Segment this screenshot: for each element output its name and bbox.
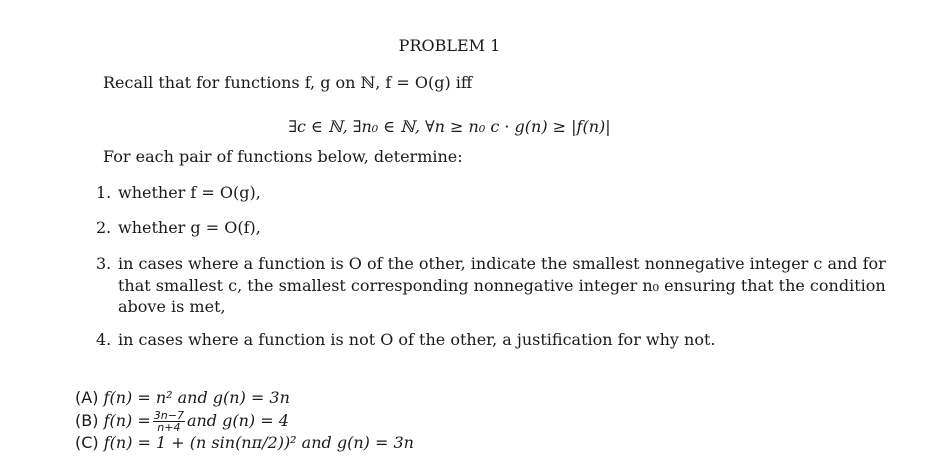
problem-functions: f(n) = n² and g(n) = 3n [103,388,290,407]
list-text: whether g = O(f), [118,218,261,237]
list-item [96,330,716,350]
list-text-line: in cases where a function is O of the other, indicate the smallest nonnegative integer c and for [118,254,886,273]
problem-suffix: and g(n) = 4 [186,411,289,430]
fraction [153,410,185,433]
list-text [118,253,886,318]
problem-title: PROBLEM 1 [398,36,501,55]
problem-label: (A) [75,388,99,407]
fraction-denominator: n+4 [157,421,181,434]
fraction-numerator: 3n−7 [153,409,184,422]
problem-b [75,410,289,433]
task-intro: For each pair of functions below, determine: [103,147,463,166]
list-number: 2. [96,218,112,237]
list-text: in cases where a function is not O of the other, a justification for why not. [118,330,716,349]
list-item [96,183,261,203]
problem-functions: f(n) = 1 + (n sin(nπ/2))² and g(n) = 3n [103,433,414,452]
problem-label: (C) [75,433,99,452]
problem-label: (B) [75,411,99,430]
list-text-line: above is met, [118,297,226,316]
list-number: 3. [96,254,112,273]
list-text-line: that smallest c, the smallest corresponding nonnegative integer n₀ ensuring that the condition [118,275,886,295]
problem-prefix: f(n) = [103,411,151,430]
list-item [96,253,886,318]
problem-a [75,388,290,408]
list-item [96,218,261,238]
list-number: 1. [96,183,112,202]
list-number: 4. [96,330,112,349]
list-text: whether f = O(g), [118,183,261,202]
intro-text: Recall that for functions f, g on ℕ, f = O(g) iff [103,73,473,92]
problem-c [75,433,414,453]
big-o-definition: ∃c ∈ ℕ, ∃n₀ ∈ ℕ, ∀n ≥ n₀ c · g(n) ≥ |f(n)| [288,117,611,136]
